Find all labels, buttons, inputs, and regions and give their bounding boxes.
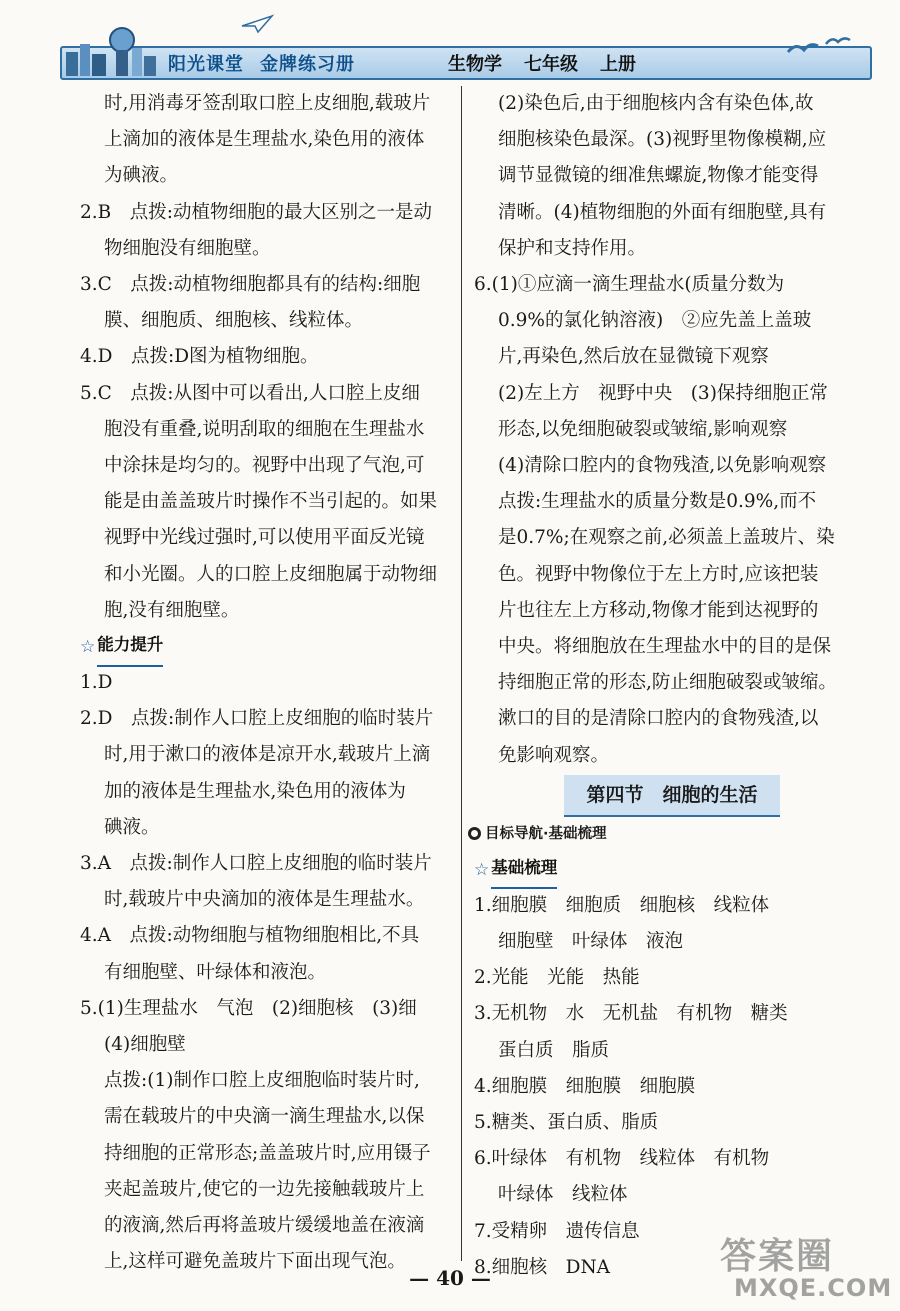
section-heading-ability <box>80 629 452 665</box>
hint-line: 点拨:(1)制作口腔上皮细胞临时装片时, <box>104 1070 420 1092</box>
answer-line: 3.A 点拨:制作人口腔上皮细胞的临时装片 <box>80 853 432 875</box>
brand-name: 阳光课堂 <box>168 54 244 75</box>
answer-item <box>80 376 452 629</box>
answer-line: 4.A 点拨:动物细胞与植物细胞相比,不具 <box>80 925 420 947</box>
answer-line: 5.(1)生理盐水 气泡 (2)细胞核 (3)细 <box>80 997 417 1019</box>
hint-line: 上,这样可避免盖玻片下面出现气泡。 <box>104 1251 406 1273</box>
text-line: 调节显微镜的细准焦螺旋,物像才能变得 <box>498 165 819 187</box>
text-line: 时,用消毒牙签刮取口腔上皮细胞,载玻片 <box>104 93 431 114</box>
section-heading-label: 基础梳理 <box>491 850 557 889</box>
text-line: 为碘液。 <box>104 165 179 187</box>
subject-name: 生物学 <box>448 54 502 75</box>
star-icon: ☆ <box>80 636 96 657</box>
target-icon <box>468 827 481 840</box>
answer-item <box>474 996 870 1068</box>
text-line: (2)左上方 视野中央 (3)保持细胞正常 <box>498 382 828 404</box>
watermark-url: MXQE.COM <box>734 1274 893 1302</box>
answer-line: 4.D 点拨:D图为植物细胞。 <box>80 346 319 368</box>
answer-line: 加的液体是生理盐水,染色用的液体为 <box>104 780 406 802</box>
answer-line: 有细胞壁、叶绿体和液泡。 <box>104 961 327 983</box>
answer-item <box>80 195 452 267</box>
answer-item <box>474 888 870 960</box>
answer-line: 5.糖类、蛋白质、脂质 <box>474 1112 659 1134</box>
answer-line: 视野中光线过强时,可以使用平面反光镜 <box>104 527 425 549</box>
star-icon: ☆ <box>474 859 490 880</box>
answer-line: 物细胞没有细胞壁。 <box>104 237 271 259</box>
hint-line: 持细胞的正常形态;盖盖玻片时,应用镊子 <box>104 1142 431 1164</box>
answer-line: 2.B 点拨:动植物细胞的最大区别之一是动 <box>80 201 432 223</box>
answer-line: 细胞壁 叶绿体 液泡 <box>498 931 684 953</box>
section-title-label: 第四节 细胞的生活 <box>564 775 779 817</box>
section-heading-label: 能力提升 <box>97 627 163 666</box>
section-heading-basic <box>474 852 870 888</box>
left-column <box>80 86 452 1281</box>
answer-line: 7.受精卵 遗传信息 <box>474 1220 640 1242</box>
birds-icon <box>780 32 860 62</box>
text-line: 色。视野中物像位于左上方时,应该把装 <box>498 563 819 585</box>
watermark-logo: 答案圈 <box>720 1236 835 1277</box>
answer-item <box>80 339 452 375</box>
answer-line: 4.细胞膜 细胞膜 细胞膜 <box>474 1075 696 1097</box>
text-line: 0.9%的氯化钠溶液) ②应先盖上盖玻 <box>498 310 812 332</box>
answer-line: (4)细胞壁 <box>104 1034 186 1056</box>
answer-line: 叶绿体 线粒体 <box>498 1184 628 1206</box>
answer-line: 6.(1)①应滴一滴生理盐水(质量分数为 <box>474 274 785 296</box>
answer-line: 1.细胞膜 细胞质 细胞核 线粒体 <box>474 894 770 916</box>
answer-line: 膜、细胞质、细胞核、线粒体。 <box>104 310 364 332</box>
text-line: 漱口的目的是清除口腔内的食物残渣,以 <box>498 708 819 730</box>
text-line: 清晰。(4)植物细胞的外面有细胞壁,具有 <box>498 201 827 223</box>
answer-item <box>80 267 452 339</box>
answer-item <box>474 1105 870 1141</box>
answer-line: 能是由盖盖玻片时操作不当引起的。如果 <box>104 491 438 513</box>
answer-line: 2.光能 光能 热能 <box>474 967 640 989</box>
hint-line: 的液滴,然后再将盖玻片缓缓地盖在液滴 <box>104 1215 425 1237</box>
text-line: 片,再染色,然后放在显微镜下观察 <box>498 346 769 368</box>
answer-item <box>474 1141 870 1213</box>
answer-item <box>474 1069 870 1105</box>
brand-series: 金牌练习册 <box>260 54 355 75</box>
text-line: 片也往左上方移动,物像才能到达视野的 <box>498 599 819 621</box>
answer-line: 6.叶绿体 有机物 线粒体 有机物 <box>474 1148 770 1170</box>
answer-line: 5.C 点拨:从图中可以看出,人口腔上皮细 <box>80 382 420 404</box>
text-line: 细胞核染色最深。(3)视野里物像模糊,应 <box>498 129 827 151</box>
answer-line: 3.C 点拨:动植物细胞都具有的结构:细胞 <box>80 274 421 296</box>
text-line: 上滴加的液体是生理盐水,染色用的液体 <box>104 129 425 151</box>
book-brand <box>168 50 371 76</box>
text-line: 免影响观察。 <box>498 744 610 766</box>
text-line: 形态,以免细胞破裂或皱缩,影响观察 <box>498 418 788 440</box>
book-subject <box>448 50 658 76</box>
answer-line: 时,载玻片中央滴加的液体是生理盐水。 <box>104 889 425 911</box>
text-line: 保护和支持作用。 <box>498 237 647 259</box>
text-line: 中央。将细胞放在生理盐水中的目的是保 <box>498 636 832 658</box>
right-column <box>474 86 870 1286</box>
text-line: (2)染色后,由于细胞核内含有染色体,故 <box>498 93 814 114</box>
text-line: 是0.7%;在观察之前,必须盖上盖玻片、染 <box>498 527 835 549</box>
grade-label: 七年级 <box>524 54 578 75</box>
text-line: 持细胞正常的形态,防止细胞破裂或皱缩。 <box>498 672 837 694</box>
answer-item <box>80 701 452 846</box>
answer-line: 胞没有重叠,说明刮取的细胞在生理盐水 <box>104 418 425 440</box>
answer-item <box>474 960 870 996</box>
answer-line: 8.细胞核 DNA <box>474 1256 611 1278</box>
answer-item <box>80 991 452 1063</box>
paper-plane-icon <box>240 14 274 34</box>
nav-heading-label: 目标导航·基础梳理 <box>485 825 607 842</box>
volume-label: 上册 <box>600 54 636 75</box>
answer-line: 3.无机物 水 无机盐 有机物 糖类 <box>474 1003 788 1025</box>
page-number: — 40 — <box>409 1266 491 1290</box>
answer-line: 中涂抹是均匀的。视野中出现了气泡,可 <box>104 455 425 477</box>
answer-6-body <box>474 303 870 774</box>
site-watermark <box>710 1228 895 1308</box>
answer-item <box>80 918 452 990</box>
nav-heading <box>468 816 870 852</box>
right-continuation <box>474 86 870 267</box>
column-divider <box>461 86 462 1261</box>
answer-line: 碘液。 <box>104 816 160 838</box>
page-header <box>60 10 868 78</box>
text-line: (4)清除口腔内的食物残渣,以免影响观察 <box>498 455 827 477</box>
section-title <box>474 776 870 816</box>
answer-line: 2.D 点拨:制作人口腔上皮细胞的临时装片 <box>80 708 434 730</box>
answer-line: 蛋白质 脂质 <box>498 1039 610 1061</box>
answer-item <box>80 846 452 918</box>
answer-line: 胞,没有细胞壁。 <box>104 599 240 621</box>
text-line: 点拨:生理盐水的质量分数是0.9%,而不 <box>498 491 817 513</box>
hint-block <box>80 1063 452 1280</box>
answer-line: 1.D <box>80 672 113 694</box>
hint-line: 需在载玻片的中央滴一滴生理盐水,以保 <box>104 1106 425 1128</box>
hint-line: 夹起盖玻片,使它的一边先接触载玻片上 <box>104 1178 425 1200</box>
left-continuation <box>80 86 452 195</box>
answer-line: 时,用于漱口的液体是凉开水,载玻片上滴 <box>104 744 431 766</box>
answer-line: 和小光圈。人的口腔上皮细胞属于动物细 <box>104 563 438 585</box>
answer-item <box>80 665 452 701</box>
skyline-illustration <box>64 26 160 76</box>
